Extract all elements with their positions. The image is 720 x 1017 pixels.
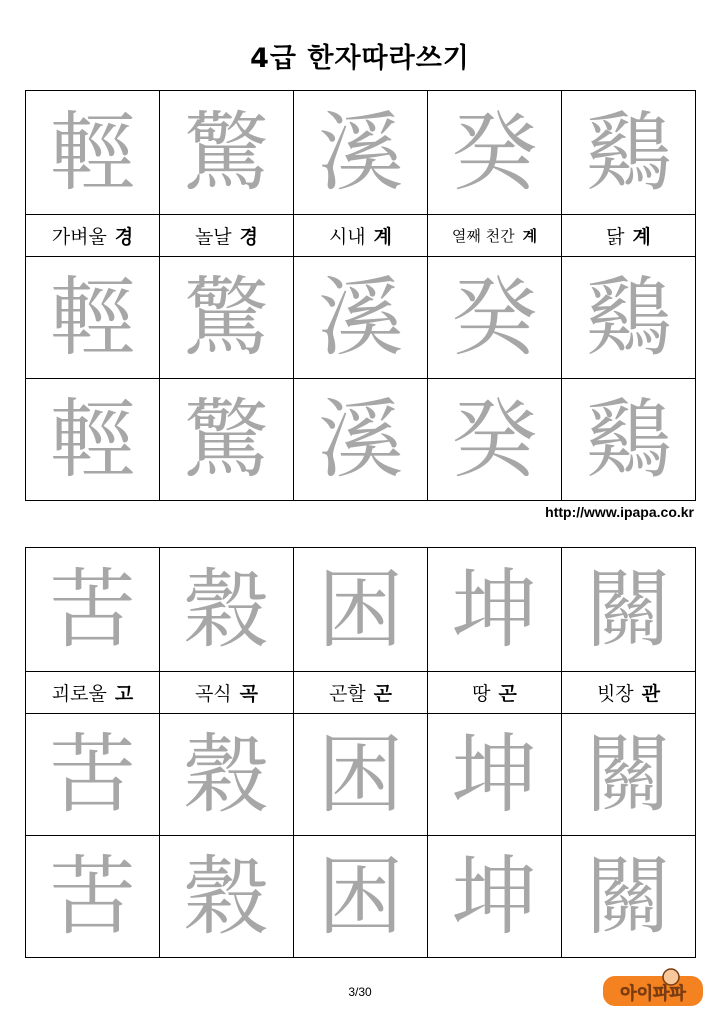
logo-face-icon	[663, 969, 679, 985]
reading-text: 경	[239, 226, 259, 248]
meaning-text: 곡식	[194, 683, 232, 705]
meaning-text: 괴로울	[51, 683, 107, 705]
hanja-label	[294, 215, 428, 257]
hanja-model: 穀	[160, 548, 294, 672]
ipapa-logo	[601, 968, 707, 1010]
reading-text: 고	[114, 683, 134, 705]
hanja-label	[160, 672, 294, 714]
hanja-trace: 關	[562, 836, 696, 958]
hanja-label	[562, 672, 696, 714]
hanja-label	[294, 672, 428, 714]
hanja-trace: 坤	[428, 836, 562, 958]
hanja-trace: 穀	[160, 836, 294, 958]
hanja-trace: 溪	[294, 257, 428, 379]
hanja-trace: 鷄	[562, 379, 696, 501]
hanja-trace: 溪	[294, 379, 428, 501]
hanja-model: 驚	[160, 91, 294, 215]
hanja-trace: 關	[562, 714, 696, 836]
tracing-row	[26, 714, 696, 836]
logo-text: 아이파파	[620, 984, 686, 1004]
meaning-text: 가벼울	[51, 226, 107, 248]
reading-text: 계	[632, 226, 651, 248]
hanja-model: 困	[294, 548, 428, 672]
reading-text: 곤	[498, 683, 517, 705]
model-row	[26, 548, 696, 672]
hanja-trace: 困	[294, 714, 428, 836]
hanja-trace: 鷄	[562, 257, 696, 379]
page-number: 3/30	[348, 985, 372, 999]
page-title: 4급 한자따라쓰기	[250, 43, 470, 74]
hanja-model: 鷄	[562, 91, 696, 215]
meaning-text: 곤할	[328, 683, 366, 705]
hanja-label	[428, 672, 562, 714]
reading-text: 계	[373, 226, 393, 248]
meaning-text: 닭	[606, 226, 625, 248]
hanja-model: 坤	[428, 548, 562, 672]
hanja-model: 癸	[428, 91, 562, 215]
practice-grid-1	[25, 90, 696, 501]
meaning-text: 땅	[472, 683, 491, 705]
hanja-label	[428, 215, 562, 257]
hanja-trace: 癸	[428, 379, 562, 501]
label-row	[26, 215, 696, 257]
hanja-label	[160, 215, 294, 257]
hanja-trace: 驚	[160, 257, 294, 379]
hanja-trace: 癸	[428, 257, 562, 379]
hanja-label	[26, 672, 160, 714]
hanja-trace: 困	[294, 836, 428, 958]
meaning-text: 시내	[328, 226, 366, 248]
model-row	[26, 91, 696, 215]
hanja-model: 苦	[26, 548, 160, 672]
practice-grid-2	[25, 547, 696, 958]
website-url[interactable]: http://www.ipapa.co.kr	[545, 504, 694, 520]
tracing-row	[26, 836, 696, 958]
tracing-row	[26, 257, 696, 379]
hanja-trace: 穀	[160, 714, 294, 836]
hanja-trace: 苦	[26, 714, 160, 836]
reading-text: 경	[114, 226, 134, 248]
hanja-model: 關	[562, 548, 696, 672]
meaning-text: 놀날	[194, 226, 232, 248]
hanja-trace: 坤	[428, 714, 562, 836]
reading-text: 관	[641, 683, 661, 705]
reading-text: 곡	[239, 683, 259, 705]
hanja-trace: 輕	[26, 257, 160, 379]
tracing-row	[26, 379, 696, 501]
reading-text: 곤	[373, 683, 393, 705]
hanja-trace: 輕	[26, 379, 160, 501]
hanja-trace: 驚	[160, 379, 294, 501]
hanja-label	[26, 215, 160, 257]
hanja-model: 輕	[26, 91, 160, 215]
meaning-text: 빗장	[596, 683, 634, 705]
label-row	[26, 672, 696, 714]
hanja-label	[562, 215, 696, 257]
meaning-text: 열째 천간	[451, 227, 515, 245]
hanja-model: 溪	[294, 91, 428, 215]
hanja-trace: 苦	[26, 836, 160, 958]
reading-text: 계	[522, 227, 538, 245]
